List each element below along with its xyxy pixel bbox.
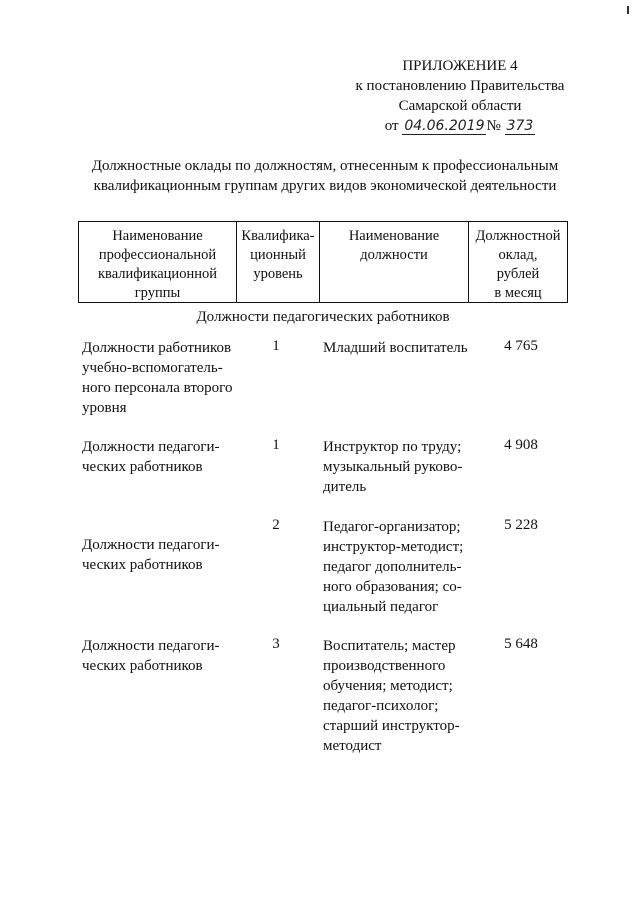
scan-mark [627, 6, 629, 14]
appendix-region: Самарской области [398, 98, 522, 114]
header-position [320, 222, 469, 302]
row-1-salary: 4 765 [504, 338, 538, 354]
group-line: уровня [82, 400, 127, 416]
document-title [70, 156, 580, 196]
header-level-line: ционный [250, 247, 306, 263]
header-salary-line: Должностной [475, 228, 561, 244]
header-group-line: квалификационной [98, 266, 217, 282]
position-line: старший инструктор- [323, 718, 460, 734]
position-line: педагог-психолог; [323, 698, 439, 714]
header-position-line: Наименование [348, 228, 440, 244]
section-title: Должности педагогических работников [196, 309, 450, 325]
row-1-group [82, 338, 242, 418]
group-line: Должности педагоги- [82, 439, 220, 455]
header-salary-line: рублей [496, 266, 540, 282]
position-line: производственного [323, 658, 446, 674]
header-salary [469, 222, 567, 302]
group-line: учебно-вспомогатель- [82, 360, 223, 376]
appendix-decree: к постановлению Правительства [355, 78, 565, 94]
group-line: ческих работников [82, 459, 203, 475]
position-line: циальный педагог [323, 599, 439, 615]
row-1-position [323, 338, 469, 358]
header-level-line: уровень [253, 266, 303, 282]
appendix-date-line [340, 116, 580, 136]
position-line: дитель [323, 479, 367, 495]
row-2-level: 1 [272, 437, 280, 453]
header-position-line: должности [360, 247, 428, 263]
row-3-group [82, 535, 242, 575]
row-1-level: 1 [272, 338, 280, 354]
row-3-salary: 5 228 [504, 517, 538, 533]
row-2-position [323, 437, 469, 497]
position-line: обучения; методист; [323, 678, 453, 694]
group-line: Должности педагоги- [82, 537, 220, 553]
group-line: ческих работников [82, 557, 203, 573]
position-line: методист [323, 738, 382, 754]
row-2-group [82, 437, 242, 477]
row-4-level: 3 [272, 636, 280, 652]
title-line-1: Должностные оклады по должностям, отнесенным к профессиональным [91, 158, 559, 174]
number-sign: № [486, 118, 501, 134]
row-3-level: 2 [272, 517, 280, 533]
position-line: ного образования; со- [323, 579, 462, 595]
group-line: ного персонала второго [82, 380, 233, 396]
position-line: Младший воспитатель [323, 340, 468, 356]
header-group-line: профессиональной [98, 247, 217, 263]
header-salary-line: в месяц [494, 285, 542, 301]
appendix-block [340, 56, 580, 136]
row-3-position [323, 517, 469, 617]
row-4-position [323, 636, 469, 756]
position-line: педагог дополнитель- [323, 559, 462, 575]
position-line: Воспитатель; мастер [323, 638, 456, 654]
header-level [237, 222, 320, 302]
header-group-line: группы [134, 285, 181, 301]
appendix-title: ПРИЛОЖЕНИЕ 4 [402, 58, 518, 74]
header-group [79, 222, 237, 302]
date-prefix: от [384, 118, 399, 134]
header-group-line: Наименование [112, 228, 203, 244]
position-line: Педагог-организатор; [323, 519, 461, 535]
row-4-group [82, 636, 242, 676]
position-line: Инструктор по труду; [323, 439, 462, 455]
group-line: Должности педагоги- [82, 638, 220, 654]
group-line: Должности работников [82, 340, 232, 356]
handwritten-number: 373 [506, 118, 534, 134]
row-4-salary: 5 648 [504, 636, 538, 652]
group-line: ческих работников [82, 658, 203, 674]
position-line: музыкальный руково- [323, 459, 463, 475]
handwritten-date: 04.06.2019 [404, 118, 485, 134]
header-level-line: Квалифика- [241, 228, 315, 244]
position-line: инструктор-методист; [323, 539, 464, 555]
title-line-2: квалификационным группам других видов экономической деятельности [93, 178, 557, 194]
table-header [78, 221, 568, 303]
row-2-salary: 4 908 [504, 437, 538, 453]
header-salary-line: оклад, [498, 247, 538, 263]
